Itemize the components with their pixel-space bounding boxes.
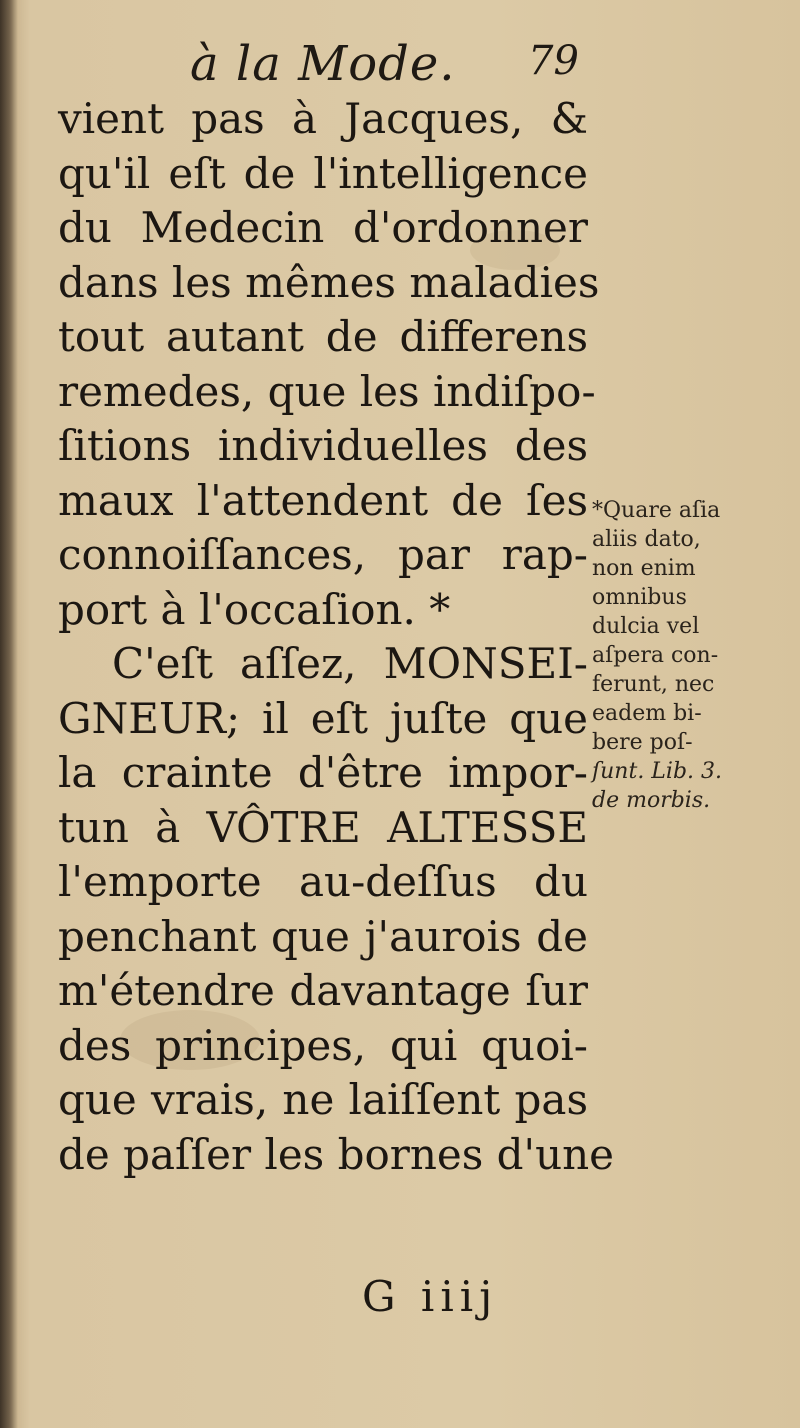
margin-note-line: *Quare aſia xyxy=(592,498,721,523)
text-line: des principes, qui quoi- xyxy=(58,1020,588,1070)
text-line: ſitions individuelles des xyxy=(58,421,588,470)
text-line: maux l'attendent de ſes xyxy=(58,475,588,525)
text-line: qu'il eſt de l'intelligence xyxy=(58,148,588,198)
margin-note-line: aſpera con- xyxy=(592,643,719,668)
margin-note-line: aliis dato, xyxy=(592,527,701,552)
margin-note xyxy=(592,496,762,815)
text-line: la crainte d'être impor- xyxy=(58,748,588,797)
text-line: remedes, que les indiſpo- xyxy=(58,366,596,416)
page-number: 79 xyxy=(528,38,579,84)
text-line: m'étendre davantage ſur xyxy=(58,966,588,1015)
text-line: port à l'occaſion. * xyxy=(58,584,451,634)
margin-note-line: de morbis. xyxy=(592,788,711,813)
text-line: de paſſer les bornes d'une xyxy=(58,1129,615,1179)
margin-note-line: non enim xyxy=(592,556,696,581)
text-line: connoiſſances, par rap- xyxy=(58,530,588,579)
text-line: penchant que j'aurois de xyxy=(58,911,588,961)
text-line: GNEUR; il eſt juſte que xyxy=(58,693,588,743)
main-text-block xyxy=(58,92,615,1182)
margin-note-line: eadem bi- xyxy=(592,701,702,726)
margin-note-line: bere poſ- xyxy=(592,730,693,755)
text-line: que vrais, ne laiſſent pas xyxy=(58,1075,588,1124)
text-line: C'eſt aſſez, MONSEI- xyxy=(112,639,588,688)
text-line: vient pas à Jacques, & xyxy=(58,94,588,143)
margin-note-line: omnibus xyxy=(592,585,687,610)
text-line: l'emporte au-deſſus du xyxy=(58,857,588,906)
page-header xyxy=(190,30,590,100)
running-title: à la Mode. xyxy=(190,36,456,92)
margin-note-line: dulcia vel xyxy=(592,614,700,639)
margin-note-line: ferunt, nec xyxy=(592,672,715,697)
text-line: tun à VÔTRE ALTESSE xyxy=(58,802,588,852)
text-line: du Medecin d'ordonner xyxy=(58,203,588,252)
page-gutter-shadow xyxy=(0,0,18,1428)
margin-note-line: ſunt. Lib. 3. xyxy=(592,759,723,784)
text-line: dans les mêmes maladies xyxy=(58,257,600,307)
signature-mark: G iiij xyxy=(362,1272,499,1321)
text-line: tout autant de differens xyxy=(58,312,588,361)
